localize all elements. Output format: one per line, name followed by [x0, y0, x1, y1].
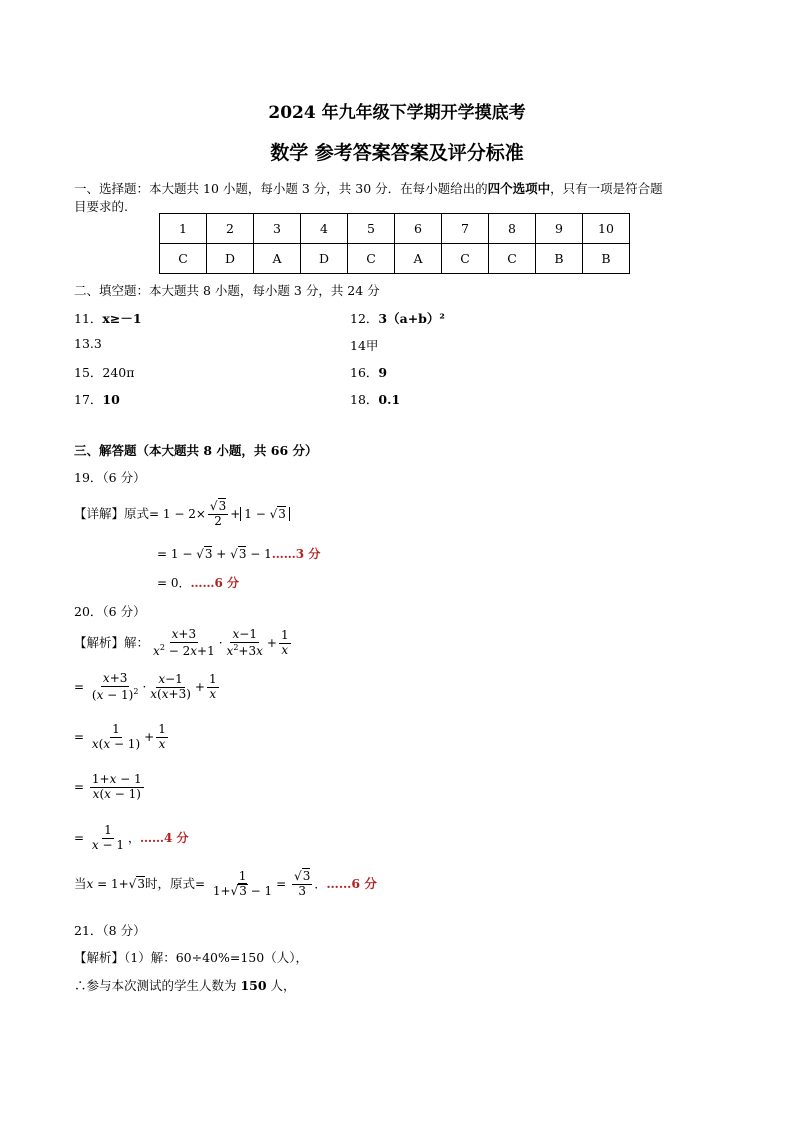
q20-jie: 解：: [124, 634, 150, 650]
section2-heading-text: 本大题共 8 小题，每小题 3 分，共 24 分: [149, 283, 380, 298]
section1-heading-text2: ，只有一项是符合题: [550, 181, 663, 196]
q19-label: 19．（6 分）: [74, 470, 146, 485]
fill-answer-12: [350, 309, 445, 327]
q20-step5-score: ……4 分: [140, 830, 189, 845]
q20-expression: $\frac{x+3}{x^2 - 2x+1}$ · $\frac{x-1}{x^2+3x}$ + $\frac{1}{x}$: [153, 627, 289, 658]
fill-answer-label: 12．: [350, 311, 379, 326]
answer-number-cell: 5: [348, 214, 395, 244]
q20-step5: = $\frac{1}{x - 1}$ ，……4 分: [74, 823, 189, 852]
section1-heading-label: 一、选择题：: [74, 181, 150, 196]
section1-heading: [74, 179, 663, 197]
answer-number-cell: 10: [583, 214, 630, 244]
q21-line2: [74, 976, 296, 994]
q20-final: 当x = 1+√3时，原式= $\frac{1}{1+√3 - 1}$ = $\frac{√3}{3}$ ．……6 分: [74, 869, 377, 898]
q20-step4: = $\frac{1+x - 1}{x(x - 1)}$: [74, 772, 142, 801]
section3-heading: 三、解答题（本大题共 8 小题，共 66 分）: [74, 443, 318, 458]
q20-tag: 【解析】: [74, 634, 125, 650]
fill-answer-value: 9: [378, 365, 388, 380]
q19-step1: [74, 500, 290, 529]
q20-final-score: ……6 分: [326, 875, 377, 891]
answer-number-cell: 9: [536, 214, 583, 244]
answer-choice-cell: B: [583, 244, 630, 274]
answer-table-number-row: [160, 214, 630, 244]
answer-number-cell: 6: [395, 214, 442, 244]
answer-table: [159, 213, 630, 274]
answer-choice-cell: B: [536, 244, 583, 274]
fill-answer-label: 11．: [74, 311, 103, 326]
q20-step1: [74, 628, 293, 659]
answer-choice-cell: C: [160, 244, 207, 274]
section1-heading-text: 本大题共 10 小题，每小题 3 分，共 30 分．在每小题给出的: [149, 181, 488, 196]
q20-when: 当: [74, 875, 87, 891]
section1-heading-line2: 目要求的.: [74, 199, 128, 214]
q19-step3-score: ……6 分: [190, 576, 240, 590]
answer-choice-cell: D: [207, 244, 254, 274]
q21-line1: [74, 948, 308, 966]
section2-heading: [74, 281, 380, 299]
fill-answer-value: x≥－1: [102, 311, 142, 326]
q19-step3-text: = 0．: [157, 576, 191, 590]
q19-step2-score: ……3 分: [271, 547, 321, 561]
fill-answer-value: 甲: [365, 338, 379, 353]
answer-number-cell: 3: [254, 214, 301, 244]
fill-answer-17: [74, 390, 120, 408]
fill-answer-13: [74, 336, 102, 351]
q19-yuanshi: 原式: [124, 505, 150, 521]
answer-choice-cell: C: [442, 244, 489, 274]
fill-answer-value: 10: [102, 392, 120, 407]
page-subtitle: 数学 参考答案答案及评分标准: [270, 142, 524, 164]
fill-answer-label: 16．: [350, 365, 379, 380]
q19-expression: = 1 − 2× $\frac{√3}{2}$ + 1 − √3: [149, 507, 290, 521]
fill-answer-11: [74, 309, 142, 327]
fill-answer-value: 3（a+b）²: [378, 311, 445, 326]
fill-answer-value: 240π: [102, 365, 135, 380]
fill-answer-label: 14: [350, 338, 366, 353]
q21-tag: 【解析】: [74, 950, 125, 965]
q19-step3: [157, 574, 239, 591]
section2-heading-label: 二、填空题：: [74, 283, 150, 298]
answer-choice-cell: D: [301, 244, 348, 274]
q20-shi: 时，原式: [144, 875, 195, 891]
q21-line1-text: （1）解：60÷40%=150（人），: [124, 950, 308, 965]
answer-number-cell: 7: [442, 214, 489, 244]
q21-label: 21．（8 分）: [74, 923, 146, 938]
q21-line2-number: 150: [240, 978, 267, 993]
q20-step2: = $\frac{x+3}{(x - 1)^2}$ · $\frac{x-1}{x(x+3)}$ + $\frac{1}{x}$: [74, 671, 217, 702]
q21-line2-pre: ∴参与本次测试的学生人数为: [74, 978, 241, 993]
page-title: 2024 年九年级下学期开学摸底考: [268, 103, 526, 123]
fill-answer-value: 3: [93, 336, 102, 351]
fill-answer-15: [74, 363, 134, 381]
answer-choice-cell: A: [254, 244, 301, 274]
answer-choice-cell: C: [348, 244, 395, 274]
answer-choice-cell: A: [395, 244, 442, 274]
answer-number-cell: 2: [207, 214, 254, 244]
fill-answer-label: 18．: [350, 392, 379, 407]
fill-answer-14: [350, 336, 378, 354]
q20-label: 20．（6 分）: [74, 604, 146, 619]
answer-choice-cell: C: [489, 244, 536, 274]
q21-line2-post: 人，: [266, 978, 296, 993]
q20-step3: = $\frac{1}{x(x - 1)}$ + $\frac{1}{x}$: [74, 722, 166, 751]
q19-tag: 【详解】: [74, 505, 125, 521]
fill-answer-label: 17．: [74, 392, 103, 407]
answer-number-cell: 8: [489, 214, 536, 244]
answer-number-cell: 4: [301, 214, 348, 244]
fill-answer-18: [350, 390, 400, 408]
section1-heading-emphasis: 四个选项中: [487, 181, 551, 196]
answer-table-answer-row: [160, 244, 630, 274]
q19-step2: = 1 − √3 + √3 − 1……3 分: [157, 547, 321, 561]
fill-answer-label: 15．: [74, 365, 103, 380]
answer-number-cell: 1: [160, 214, 207, 244]
fill-answer-value: 0.1: [378, 392, 401, 407]
fill-answer-16: [350, 363, 387, 381]
fill-answer-label: 13.: [74, 336, 94, 351]
